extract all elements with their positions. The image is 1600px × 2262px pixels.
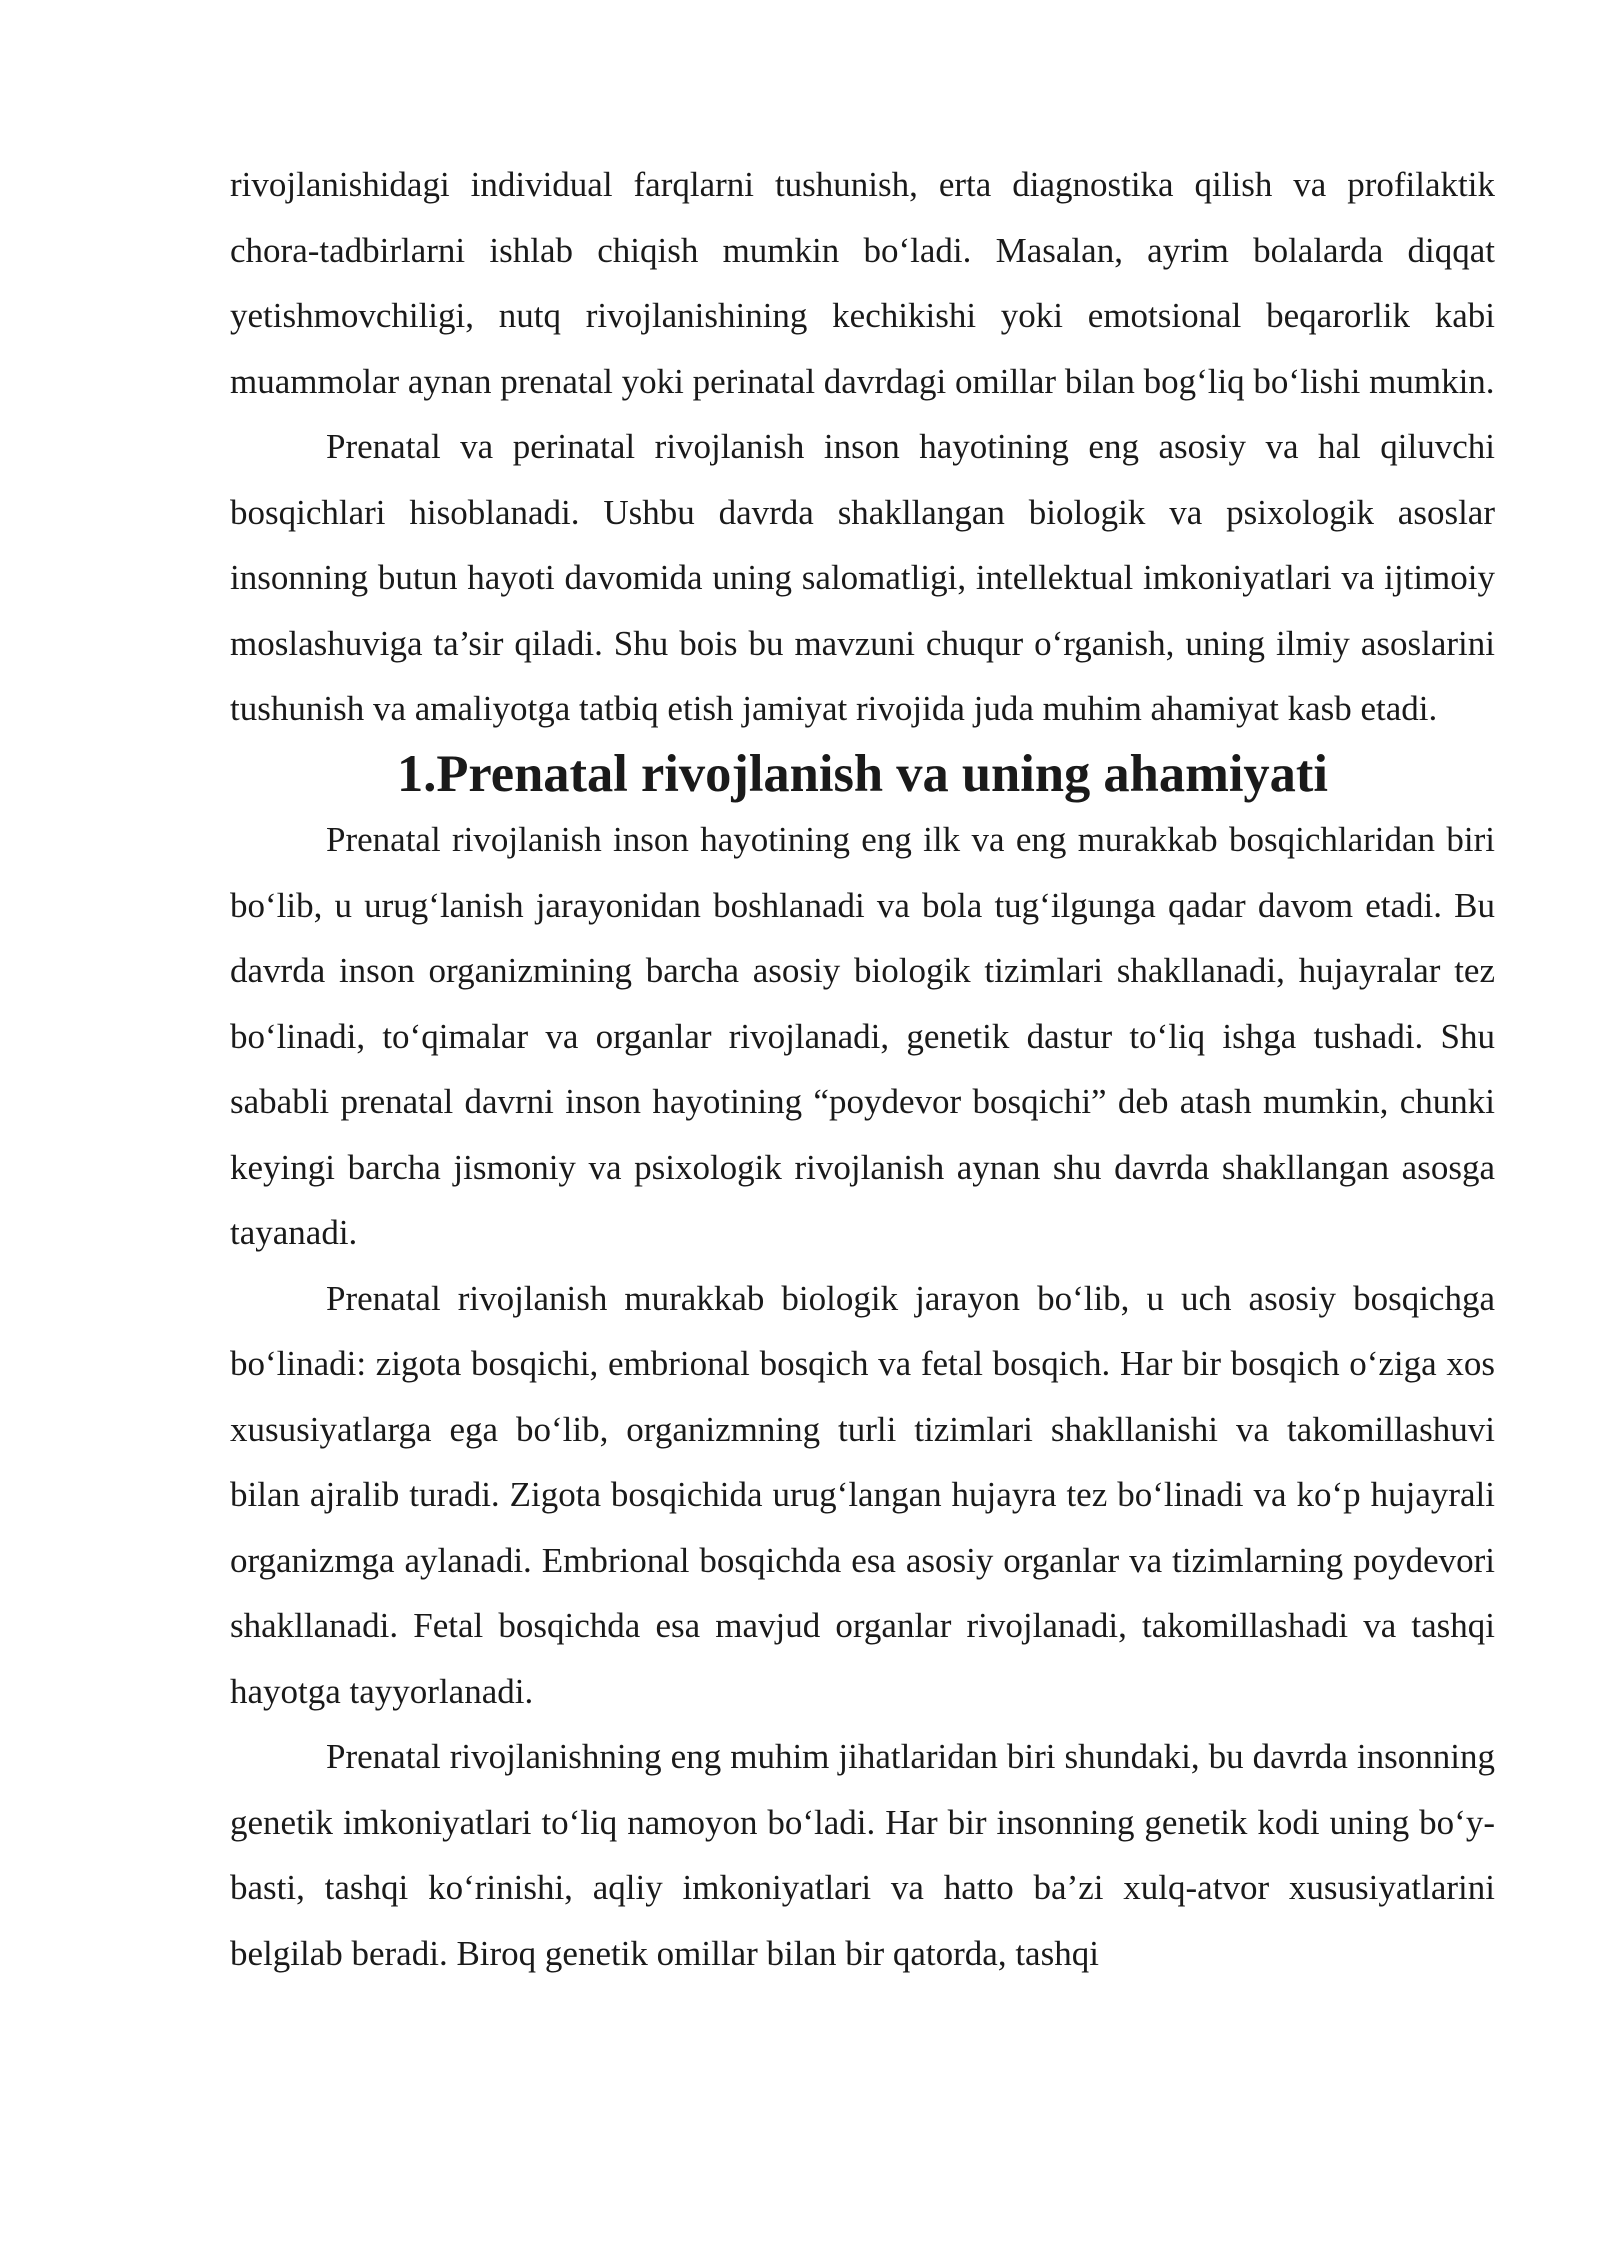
paragraph-prenatal-intro: Prenatal rivojlanish inson hayotining eng ilk va eng murakkab bosqichlaridan biri bo‘lib, u urug‘lanish jarayonidan boshlanadi va bola tug‘ilgunga qadar davom etadi. Bu davrda inson organizmining barcha asosiy biologik tizimlari shakllanadi, hujayralar tez bo‘linadi, to‘qimalar va organlar rivojlanadi, genetik dastur to‘liq ishga tushadi. Shu sababli prenatal davrni inson hayotining “poydevor bosqichi” deb atash mumkin, chunki keyingi barcha jismoniy va psixologik rivojlanish aynan shu davrda shakllangan asosga tayanadi. — [230, 820, 1495, 1252]
page-body — [230, 152, 1495, 1986]
section-heading: 1.Prenatal rivojlanish va uning ahamiyati — [396, 744, 1328, 803]
paragraph-genetic-factors: Prenatal rivojlanishning eng muhim jihatlaridan biri shundaki, bu davrda insonning genetik imkoniyatlari to‘liq namoyon bo‘ladi. Har bir insonning genetik kodi uning bo‘y-basti, tashqi ko‘rinishi, aqliy imkoniyatlari va hatto ba’zi xulq-atvor xususiyatlarini belgilab beradi. Biroq genetik omillar bilan bir qatorda, tashqi — [230, 1737, 1495, 1973]
paragraph-conclusion: Prenatal va perinatal rivojlanish inson hayotining eng asosiy va hal qiluvchi bosqichlari hisoblanadi. Ushbu davrda shakllangan biologik va psixologik asoslar insonning butun hayoti davomida uning salomatligi, intellektual imkoniyatlari va ijtimoiy moslashuviga ta’sir qiladi. Shu bois bu mavzuni chuqur o‘rganish, uning ilmiy asoslarini tushunish va amaliyotga tatbiq etish jamiyat rivojida juda muhim ahamiyat kasb etadi. — [230, 427, 1495, 728]
paragraph-continuation: rivojlanishidagi individual farqlarni tushunish, erta diagnostika qilish va profilaktik chora-tadbirlarni ishlab chiqish mumkin bo‘ladi. Masalan, ayrim bolalarda diqqat yetishmovchiligi, nutq rivojlanishining kechikishi yoki emotsional beqarorlik kabi muammolar aynan prenatal yoki perinatal davrdagi omillar bilan bog‘liq bo‘lishi mumkin. — [230, 165, 1495, 401]
paragraph-prenatal-stages: Prenatal rivojlanish murakkab biologik jarayon bo‘lib, u uch asosiy bosqichga bo‘linadi: zigota bosqichi, embrional bosqich va fetal bosqich. Har bir bosqich o‘ziga xos xususiyatlarga ega bo‘lib, organizmning turli tizimlari shakllanishi va takomillashuvi bilan ajralib turadi. Zigota bosqichida urug‘langan hujayra tez bo‘linadi va ko‘p hujayrali organizmga aylanadi. Embrional bosqichda esa asosiy organlar va tizimlarning poydevori shakllanadi. Fetal bosqichda esa mavjud organlar rivojlanadi, takomillashadi va tashqi hayotga tayyorlanadi. — [230, 1278, 1495, 1711]
